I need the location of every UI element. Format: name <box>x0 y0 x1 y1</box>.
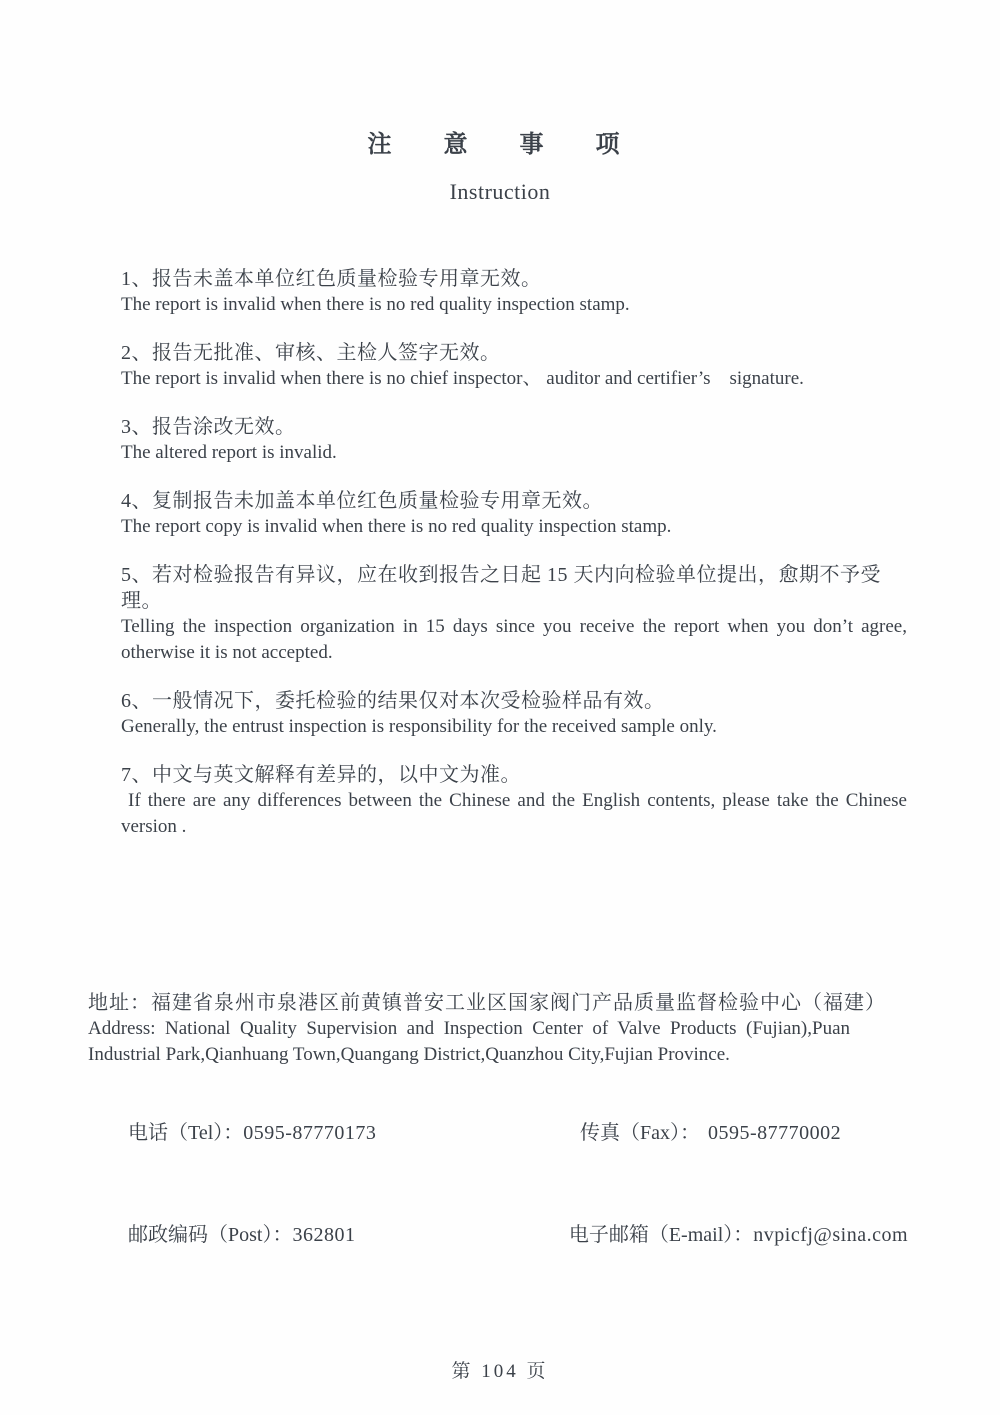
fax-field <box>540 1094 841 1172</box>
instruction-item-3-en: The altered report is invalid. <box>121 442 337 463</box>
contacts-block <box>88 1094 908 1274</box>
instruction-item-6-en: Generally, the entrust inspection is responsibility for the received sample only. <box>121 716 717 737</box>
instruction-item-5-en: Telling the inspection organization in 15 days since you receive the report when you don’t agree, otherwise it is not accepted. <box>121 616 912 663</box>
address-block <box>88 990 900 1068</box>
postcode-field <box>88 1196 529 1274</box>
contact-row-2 <box>88 1196 908 1274</box>
email-label: 电子邮箱（E-mail）： <box>568 1224 754 1246</box>
telephone-field <box>88 1094 540 1172</box>
instruction-item-1-en: The report is invalid when there is no red quality inspection stamp. <box>121 294 630 315</box>
instruction-item-5-zh: 5、若对检验报告有异议，应在收到报告之日起 15 天内向检验单位提出，愈期不予受理。 <box>121 564 881 612</box>
instruction-item-4 <box>121 488 907 540</box>
instruction-item-1 <box>121 266 907 318</box>
instruction-item-6-zh: 6、一般情况下，委托检验的结果仅对本次受检验样品有效。 <box>121 690 665 712</box>
instruction-item-2-zh: 2、报告无批准、审核、主检人签字无效。 <box>121 342 501 364</box>
email-value: nvpicfj@sina.com <box>753 1224 908 1246</box>
instruction-item-7-zh: 7、中文与英文解释有差异的，以中文为准。 <box>121 764 521 786</box>
instruction-item-3-zh: 3、报告涂改无效。 <box>121 416 296 438</box>
fax-value: 0595-87770002 <box>708 1122 842 1144</box>
postcode-label: 邮政编码（Post）： <box>128 1224 293 1246</box>
page-title-zh: 注 意 事 项 <box>367 132 633 158</box>
email-field <box>529 1196 908 1274</box>
page-title-en: Instruction <box>449 179 551 204</box>
instruction-item-6 <box>121 688 907 740</box>
postcode-value: 362801 <box>292 1224 356 1246</box>
address-zh: 地址：福建省泉州市泉港区前黄镇普安工业区国家阀门产品质量监督检验中心（福建） <box>88 992 886 1014</box>
instruction-item-2-en: The report is invalid when there is no chief inspector、 auditor and certifier’s signature. <box>121 368 804 389</box>
contact-row-1 <box>88 1094 908 1172</box>
telephone-value: 0595-87770173 <box>243 1122 377 1144</box>
instruction-item-3 <box>121 414 907 466</box>
instruction-item-4-zh: 4、复制报告未加盖本单位红色质量检验专用章无效。 <box>121 490 603 512</box>
instruction-item-7 <box>121 762 912 840</box>
instruction-item-5 <box>121 562 912 666</box>
instruction-list <box>121 266 912 840</box>
instruction-item-2 <box>121 340 907 392</box>
fax-label: 传真（Fax）： <box>580 1122 700 1144</box>
instruction-item-4-en: The report copy is invalid when there is no red quality inspection stamp. <box>121 516 672 537</box>
instruction-item-1-zh: 1、报告未盖本单位红色质量检验专用章无效。 <box>121 268 542 290</box>
telephone-label: 电话（Tel）： <box>128 1122 244 1144</box>
instruction-item-7-en: If there are any differences between the Chinese and the English contents, please take the Chinese version . <box>121 790 912 837</box>
page-number: 第 104 页 <box>451 1361 549 1382</box>
address-en: Address: National Quality Supervision and Inspection Center of Valve Products (Fujian),Puan Industrial Park,Qianhuang Town,Quangang District,Quanzhou City,Fujian Province. <box>88 1018 855 1065</box>
